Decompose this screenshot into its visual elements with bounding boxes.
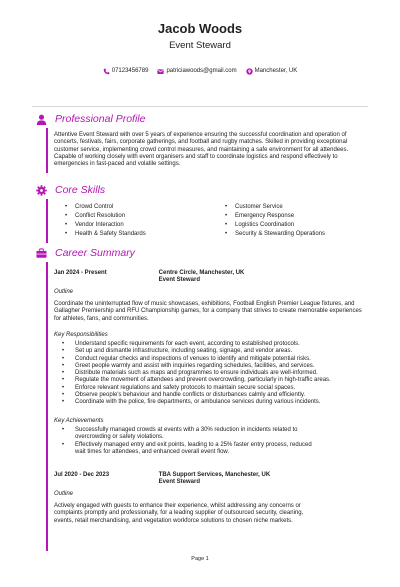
skills-accent-bar: [46, 199, 48, 243]
list-item: • Regulate the movement of attendees and prevent overcrowding, particularly in high-traffic areas.: [62, 377, 366, 384]
profile-text: Attentive Event Steward with over 5 years of experience ensuring the successful coordination and operation of concerts, festivals, fairs, corporate gatherings, and football and rugby matches. Skilled in providing exceptional customer service, implementing crowd control measures, and maintaining a safe environment for all attendees. Capable of working closely with event organisers and staff to coordinate logistics and respond effectively to emergencies in fast-paced and volatile settings.: [54, 132, 349, 168]
list-item: • Observe people's behaviour and handle conflicts or disturbances calmly and efficiently.: [62, 392, 366, 399]
briefcase-icon: [36, 248, 47, 259]
job-outline-text: Actively engaged with guests to enhance their experience, whilst addressing any concerns or complaints promptly and professionally, for a leading supplier of outsourced security, cleaning, events, retail merchandising, and vegetation workforce solutions to chosen niche markets.: [54, 503, 304, 524]
job-header: [54, 472, 270, 487]
skills-grid: [65, 203, 366, 239]
skill-item: • Conflict Resolution: [65, 212, 225, 221]
skills-heading: Core Skills: [55, 184, 106, 196]
contact-email: [157, 67, 236, 75]
job-info: [159, 472, 270, 487]
skill-item: • Crowd Control: [65, 203, 225, 212]
career-accent-bar: [46, 262, 48, 551]
job-dates: Jan 2024 - Present: [54, 270, 107, 276]
location-pin-icon: [246, 68, 253, 75]
user-icon: [36, 114, 47, 125]
list-item: • Conduct regular checks and inspections of venues to identify and mitigate potential risks.: [62, 356, 366, 363]
skill-item: • Logistics Coordination: [225, 221, 375, 230]
candidate-name: Jacob Woods: [157, 21, 243, 36]
job-responsibilities-label: Key Responsibilities: [54, 332, 108, 338]
phone-icon: [103, 68, 110, 75]
envelope-icon: [157, 68, 164, 75]
contact-location: [246, 67, 298, 75]
job-outline-text: Coordinate the uninterrupted flow of music showcases, exhibitions, Football English Premier League fixtures, and Gallagher Premiership and RFU Championship games, for a company that strives to create memorable experiences for athletes, fans, and communities.: [54, 301, 362, 322]
contact-bar: [0, 67, 400, 75]
list-item: • Distribute materials such as maps and programmes to ensure individuals are well-informed.: [62, 370, 366, 377]
list-item: • Successfully managed crowds at events with a 30% reduction in incidents related to overcrowding or safety violations.: [62, 427, 322, 442]
contact-phone-text: 07123456789: [111, 68, 149, 74]
job-header: [54, 270, 244, 285]
list-item: • Coordinate with the police, fire departments, or ambulance services during various incidents.: [62, 399, 366, 406]
list-item: • Greet people warmly and assist with inquiries regarding schedules, facilities, and services.: [62, 363, 366, 370]
skill-item: • Security & Stewarding Operations: [225, 230, 375, 239]
job-company: TBA Support Services, Manchester, UK: [158, 472, 271, 478]
achievements-list: [62, 427, 322, 456]
divider: [32, 106, 368, 107]
profile-accent-bar: [46, 128, 48, 173]
job-outline-label: Outline: [54, 289, 74, 295]
contact-phone: [103, 67, 149, 75]
skill-item: • Health & Safety Standards: [65, 230, 225, 239]
job-role: Event Steward: [158, 479, 201, 486]
list-item: • Set up and dismantle infrastructure, including seating, signage, and vendor areas.: [62, 348, 366, 355]
contact-location-text: Manchester, UK: [254, 68, 298, 74]
profile-section-header: [36, 113, 145, 125]
job-company: Centre Circle, Manchester, UK: [158, 270, 245, 276]
resume-header: [0, 21, 400, 75]
list-item: • Effectively managed entry and exit points, leading to a 25% faster entry process, reduced wait times for attendees, and enhanced overall event flow.: [62, 442, 322, 457]
job-info: [159, 270, 245, 285]
candidate-title: Event Steward: [169, 40, 231, 51]
skill-item: • Emergency Response: [225, 212, 375, 221]
list-item: • Understand specific requirements for each event, according to established protocols.: [62, 341, 366, 348]
skill-item: • Vendor Interaction: [65, 221, 225, 230]
gear-icon: [36, 185, 47, 196]
job-achievements-label: Key Achievements: [54, 418, 104, 424]
skills-section-header: [36, 184, 105, 196]
job-outline-label: Outline: [54, 491, 74, 497]
skill-item: • Customer Service: [225, 203, 375, 212]
career-heading: Career Summary: [55, 247, 135, 259]
job-role: Event Steward: [158, 277, 201, 284]
list-item: • Enforce relevant regulations and safety protocols to maintain secure social spaces.: [62, 385, 366, 392]
responsibilities-list: [62, 341, 366, 407]
career-section-header: [36, 247, 135, 259]
job-dates: Jul 2020 - Dec 2023: [54, 472, 110, 478]
profile-heading: Professional Profile: [55, 113, 146, 125]
page-number: Page 1: [191, 556, 209, 562]
contact-email-text: patriciawoods@gmail.com: [166, 68, 237, 74]
